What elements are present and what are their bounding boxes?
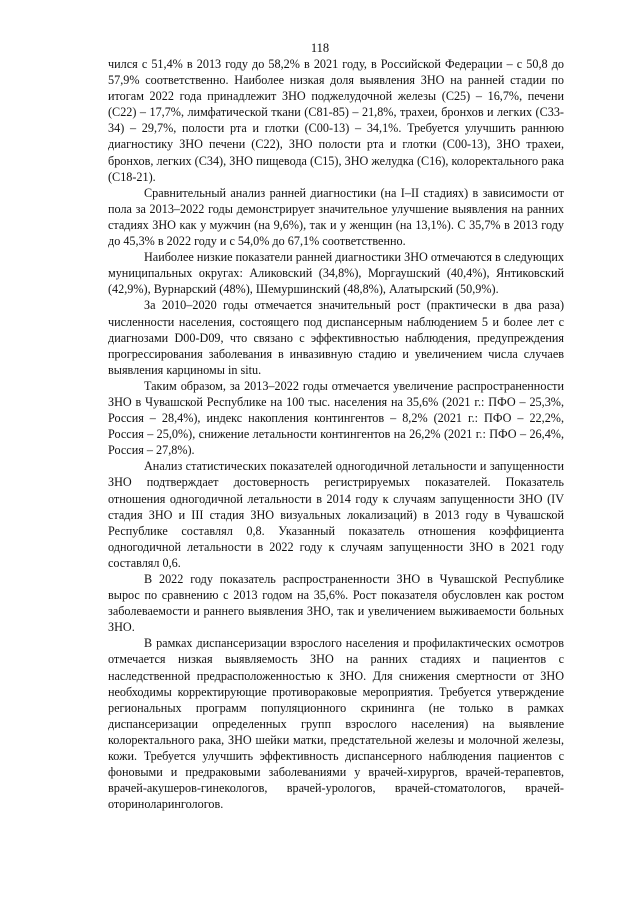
paragraph-lethality-analysis: Анализ статистических показателей одногодичной летальности и запущенности ЗНО подтверждает достоверность регистрируемых показателей. Показатель отношения одногодичной летальности в 2014 году к случаям запущенности ЗНО (IV стадия ЗНО и III стадия ЗНО визуальных локализаций) в 2013 году в Чувашской Республике составлял 0,8. Указанный показатель отношения коэффициента одногодичной летальности в 2022 году к случаям запущенности ЗНО в 2021 году составлял 0,6. <box>108 459 564 570</box>
paragraph-early-detection-continued: чился с 51,4% в 2013 году до 58,2% в 2021 году, в Российской Федерации – с 50,8 до 57,9% соответственно. Наиболее низкая доля выявления ЗНО на ранней стадии по итогам 2022 года принадлежит ЗНО поджелудочной железы (С25) – 16,7%, печени (С22) – 17,7%, лимфатической ткани (С81-85) – 21,8%, трахеи, бронхов и легких (С33-34) – 29,7%, полости рта и глотки (С00-13) – 34,1%. Требуется улучшить раннюю диагностику ЗНО печени (С22), ЗНО полости рта и глотки (С00-13), ЗНО трахеи, бронхов, легких (С34), ЗНО пищевода (С15), ЗНО желудка (С16), колоректального рака (С18-21). <box>108 57 564 184</box>
page-number: 118 <box>310 41 330 55</box>
paragraph-screening-recommendations: В рамках диспансеризации взрослого населения и профилактических осмотров отмечается низкая выявляемость ЗНО на ранних стадиях и пациентов с наследственной предрасположенностью к ЗНО. Для снижения смертности от ЗНО необходимы корректирующие противораковые мероприятия. Требуется утверждение региональных программ популяционного скрининга (не только в рамках диспансеризации определенных групп взрослого населения) на выявление колоректального рака, ЗНО шейки матки, предстательной железы и молочной железы, кожи. Требуется улучшить эффективность диспансерного наблюдения пациентов с фоновыми и предраковыми заболеваниями у врачей-хирургов, врачей-терапевтов, врачей-акушеров-гинекологов, врачей-урологов, врачей-стоматологов, врачей-оториноларингологов. <box>108 636 564 812</box>
paragraph-dispensary-growth: За 2010–2020 годы отмечается значительный рост (практически в два раза) численности населения, состоящего под диспансерным наблюдением 5 и более лет с диагнозами D00-D09, что связано с эффективностью наблюдения, предупреждения прогрессирования заболевания в инвазивную стадию и увеличением числа случаев выявления карциномы in situ. <box>108 298 564 377</box>
paragraph-municipal-districts: Наиболее низкие показатели ранней диагностики ЗНО отмечаются в следующих муниципальных округах: Аликовский (34,8%), Моргаушский (40,4%), Янтиковский (42,9%), Вурнарский (48%), Шемуршинский (48,8%), Алатырский (50,9%). <box>108 250 564 297</box>
paragraph-gender-comparison: Сравнительный анализ ранней диагностики (на I–II стадиях) в зависимости от пола за 2013–2022 годы демонстрирует значительное улучшение выявления на ранних стадиях ЗНО как у мужчин (на 9,6%), так и у женщин (на 13,1%). С 35,7% в 2013 году до 45,3% в 2022 году и с 54,0% до 67,1% соответственно. <box>108 185 564 249</box>
body-text <box>108 56 564 812</box>
paragraph-prevalence-summary: Таким образом, за 2013–2022 годы отмечается увеличение распространенности ЗНО в Чувашской Республике на 100 тыс. населения на 35,6% (2021 г.: ПФО – 25,3%, Россия – 28,4%), индекс накопления контингентов – 8,2% (2021 г.: ПФО – 22,2%, Россия – 25,0%), снижение летальности контингентов на 26,2% (2021 г.: ПФО – 26,4%, Россия – 27,8%). <box>108 378 564 458</box>
paragraph-prevalence-2022: В 2022 году показатель распространенности ЗНО в Чувашской Республике вырос по сравнению с 2013 годом на 35,6%. Рост показателя обусловлен как ростом заболеваемости и раннего выявления ЗНО, так и увеличением выживаемости больных ЗНО. <box>108 572 564 635</box>
